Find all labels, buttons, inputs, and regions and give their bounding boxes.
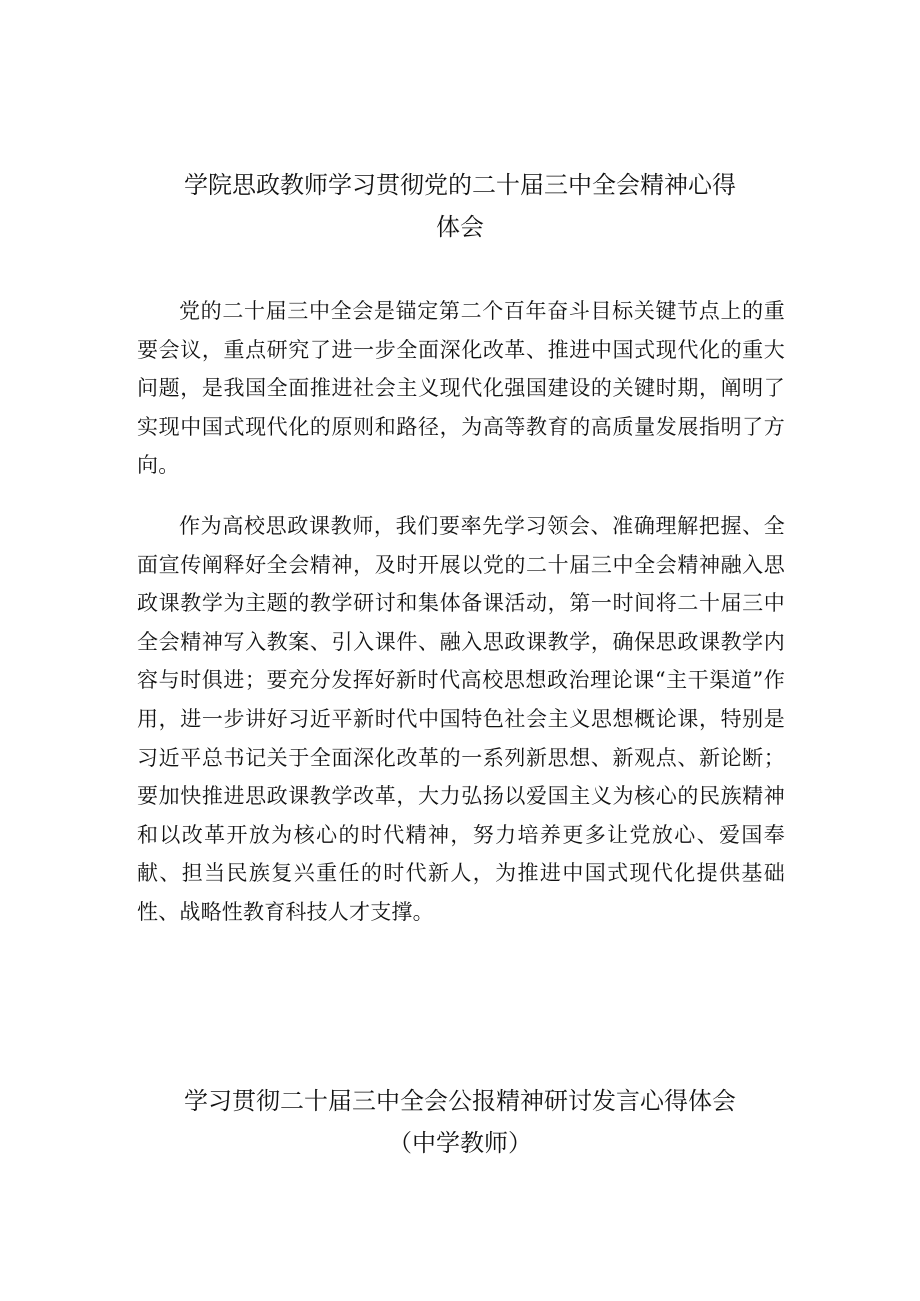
section-1-paragraph-2 <box>137 507 785 932</box>
paragraph-text: 党的二十届三中全会是锚定第二个百年奋斗目标关键节点上的重要会议，重点研究了进一步全面深化改革、推进中国式现代化的重大问题，是我国全面推进社会主义现代化强国建设的关键时期，阐明了实现中国式现代化的原则和路径，为高等教育的高质量发展指明了方向。 <box>137 299 785 478</box>
paragraph-text: 作为高校思政课教师，我们要率先学习领会、准确理解把握、全面宣传阐释好全会精神，及时开展以党的二十届三中全会精神融入思政课教学为主题的教学研讨和集体备课活动，第一时间将二十届三中全会精神写入教案、引入课件、融入思政课教学，确保思政课教学内容与时俱进；要充分发挥好新时代高校思想政治理论课“主干渠道”作用，进一步讲好习近平新时代中国特色社会主义思想概论课，特别是习近平总书记关于全面深化改革的一系列新思想、新观点、新论断；要加快推进思政课教学改革，大力弘扬以爱国主义为核心的民族精神和以改革开放为核心的时代精神，努力培养更多让党放心、爱国奉献、担当民族复兴重任的时代新人，为推进中国式现代化提供基础性、战略性教育科技人才支撑。 <box>137 514 785 924</box>
section-2-title-line-2: （中学教师） <box>388 1129 532 1157</box>
section-1-paragraph-1 <box>137 292 785 485</box>
section-2-title-line-1: 学习贯彻二十届三中全会公报精神研讨发言心得体会 <box>184 1087 736 1115</box>
section-1-title-line-1: 学院思政教师学习贯彻党的二十届三中全会精神心得 <box>184 171 736 199</box>
section-2-title <box>0 1080 920 1164</box>
section-1-title <box>0 164 920 248</box>
section-1-title-line-2: 体会 <box>436 213 484 241</box>
